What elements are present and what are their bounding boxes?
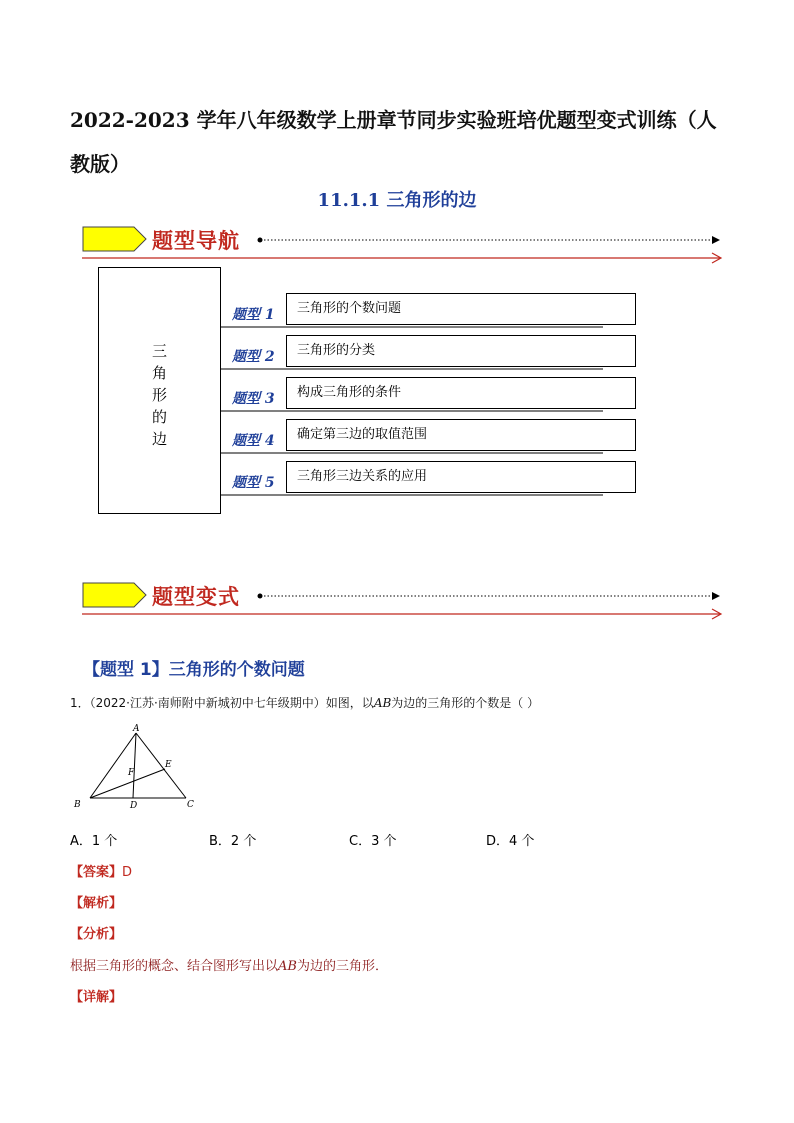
fenxi-line — [70, 923, 122, 942]
nav-item-3[interactable]: 构成三角形的条件 — [286, 377, 636, 409]
topic-char: 边 — [151, 430, 167, 448]
option-b[interactable]: B．2 个 — [209, 834, 257, 849]
vertex-label-f: F — [128, 768, 135, 778]
nav-item-1[interactable]: 三角形的个数问题 — [286, 293, 636, 325]
question-source: （2022·江苏·南师附中新城初中七年级期中）如图，以 — [89, 696, 374, 710]
detail-label: 【详解】 — [70, 990, 123, 1005]
nav-item-label: 题型 3 — [232, 391, 275, 407]
nav-banner — [82, 225, 732, 265]
vertex-label-d: D — [130, 801, 138, 811]
option-d[interactable]: D．4 个 — [486, 834, 535, 849]
detail-line — [70, 986, 122, 1005]
topic-char: 三 — [151, 342, 167, 360]
vertex-label-a: A — [133, 724, 140, 734]
analysis-line — [70, 892, 122, 911]
triangle-figure — [70, 724, 200, 814]
section-title: 11.1.1 三角形的边 — [317, 190, 477, 211]
topic-char: 形 — [151, 386, 167, 404]
vertex-label-c: C — [187, 800, 194, 810]
variant-banner — [82, 581, 732, 621]
nav-item-label: 题型 4 — [232, 433, 275, 449]
segment-label: AB — [373, 696, 392, 710]
question-type-heading: 【题型 1】三角形的个数问题 — [83, 660, 305, 680]
question-prompt: 为边的三角形的个数是（ ） — [391, 696, 540, 710]
option-a[interactable]: A．1 个 — [70, 834, 118, 849]
nav-item-label: 题型 2 — [232, 349, 275, 365]
analysis-label: 【解析】 — [70, 896, 123, 911]
fenxi-label: 【分析】 — [70, 927, 123, 942]
answer-label: 【答案】 — [70, 865, 123, 880]
fenxi-segment: AB — [278, 959, 297, 974]
fenxi-text-start: 根据三角形的概念、结合图形写出以 — [70, 959, 279, 974]
option-c[interactable]: C．3 个 — [349, 834, 397, 849]
question-1-text — [70, 694, 539, 711]
topic-char: 的 — [151, 408, 167, 426]
vertex-label-b: B — [74, 800, 81, 810]
nav-banner-label: 题型导航 — [152, 229, 240, 253]
nav-item-2[interactable]: 三角形的分类 — [286, 335, 636, 367]
document-title: 2022-2023 学年八年级数学上册章节同步实验班培优题型变式训练（人教版） — [70, 108, 717, 176]
vertex-label-e: E — [165, 760, 172, 770]
topic-char: 角 — [151, 364, 167, 382]
answer-value: D — [122, 865, 133, 880]
fenxi-text-end: 为边的三角形． — [296, 959, 388, 974]
answer-line — [70, 861, 132, 880]
variant-banner-label: 题型变式 — [152, 585, 240, 609]
nav-item-label: 题型 1 — [232, 307, 275, 323]
fenxi-text — [70, 955, 388, 974]
topic-text — [99, 340, 220, 450]
nav-item-5[interactable]: 三角形三边关系的应用 — [286, 461, 636, 493]
topic-box — [98, 267, 221, 514]
nav-item-4[interactable]: 确定第三边的取值范围 — [286, 419, 636, 451]
nav-item-label: 题型 5 — [232, 475, 275, 491]
question-number: 1． — [70, 696, 90, 710]
